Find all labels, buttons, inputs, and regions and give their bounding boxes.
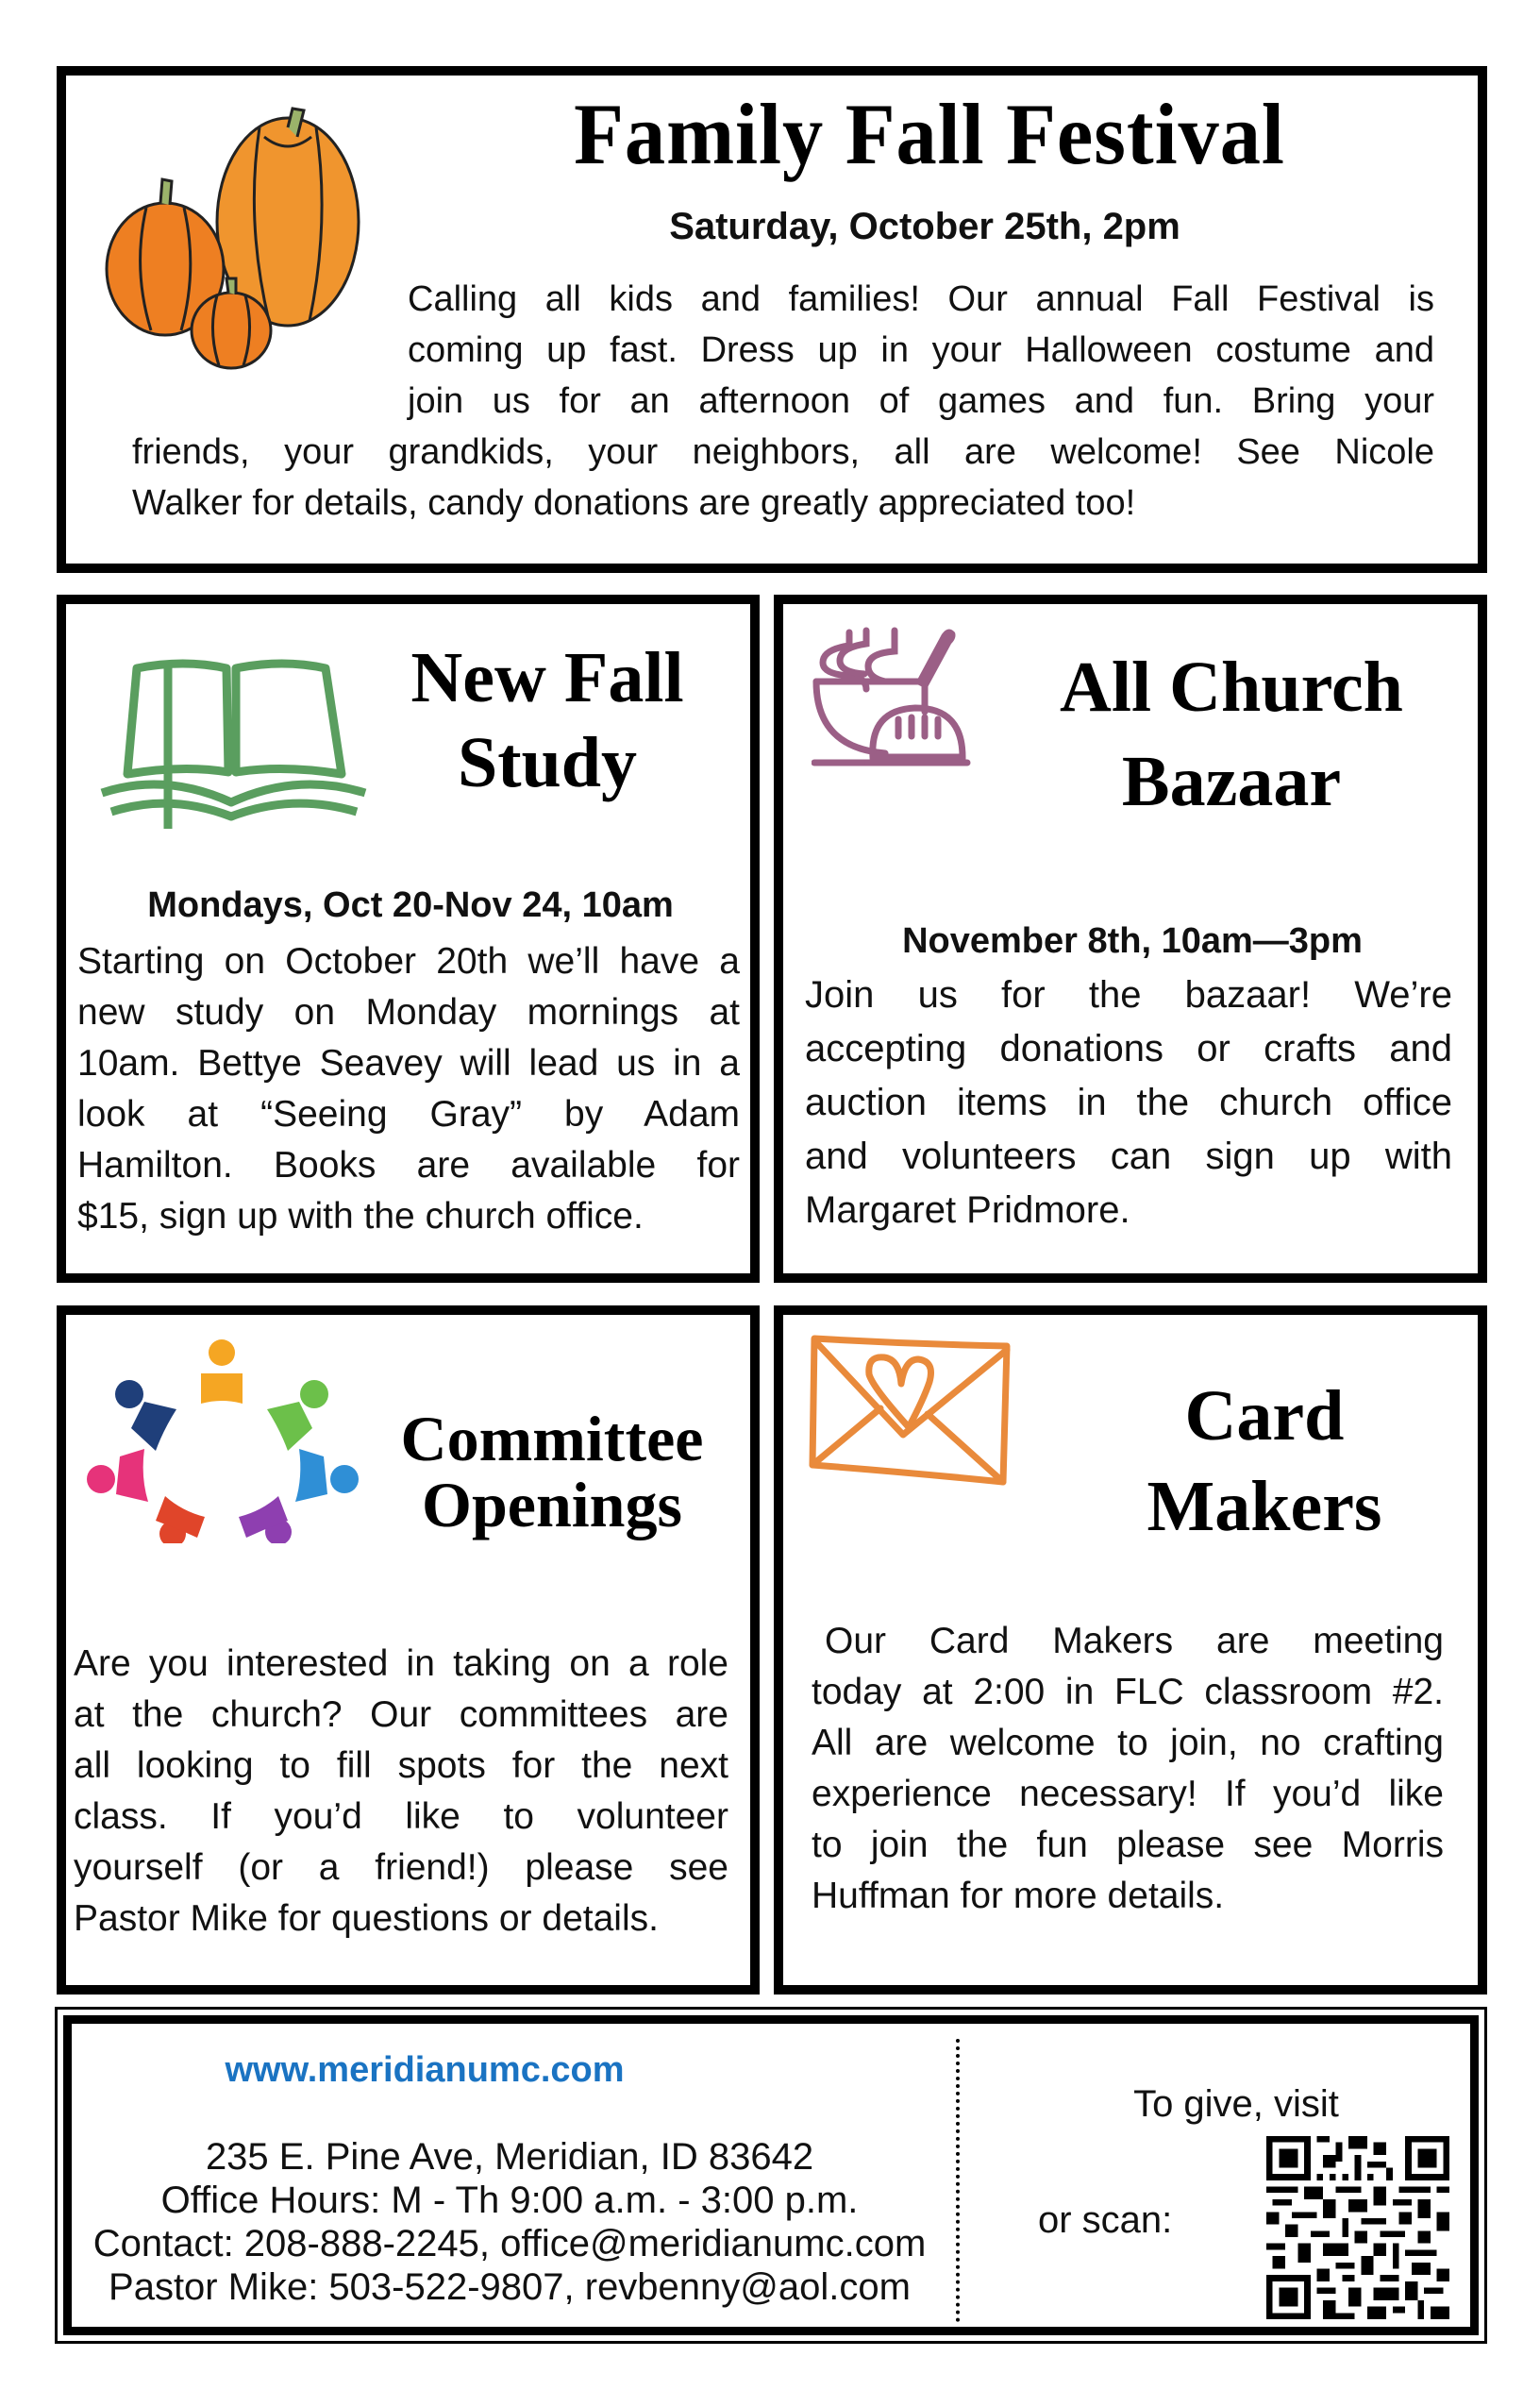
bazaar-line: accepting donations or crafts and <box>805 1028 1452 1069</box>
cards-title-line1: Card <box>1184 1376 1345 1456</box>
envelope-heart-icon <box>807 1331 1024 1491</box>
bazaar-line: Join us for the bazaar! We’re <box>805 974 1452 1016</box>
study-description <box>77 936 740 1242</box>
cards-line: to join the fun please see Morris <box>812 1825 1444 1865</box>
bazaar-line: Margaret Pridmore. <box>805 1189 1130 1231</box>
committee-line: yourself (or a friend!) please see <box>74 1847 728 1888</box>
committee-title-line1: Committee <box>400 1403 704 1474</box>
bazaar-title-line1: All Church <box>1060 648 1403 727</box>
scan-label: or scan: <box>1038 2199 1173 2241</box>
card-makers-description <box>812 1616 1444 1922</box>
cards-title-line2: Makers <box>1147 1467 1382 1546</box>
pastor-contact: Pastor Mike: 503-522-9807, revbenny@aol.com <box>109 2266 911 2308</box>
website-link[interactable]: www.meridianumc.com <box>225 2050 625 2090</box>
give-label: To give, visit <box>1133 2083 1339 2125</box>
qr-code-icon[interactable] <box>1266 2136 1449 2319</box>
study-title-line2: Study <box>457 723 638 802</box>
festival-date: Saturday, October 25th, 2pm <box>669 206 1180 247</box>
cards-line: today at 2:00 in FLC classroom #2. <box>812 1672 1444 1712</box>
bazaar-line: auction items in the church office <box>805 1082 1452 1123</box>
bazaar-title-line2: Bazaar <box>1121 742 1342 821</box>
committee-line: Are you interested in taking on a role <box>74 1643 728 1684</box>
committee-title-line2: Openings <box>422 1469 682 1540</box>
committee-line: all looking to fill spots for the next <box>74 1745 728 1786</box>
festival-line: Calling all kids and families! Our annual Fall Festival is <box>408 279 1434 319</box>
committee-line: Pastor Mike for questions or details. <box>74 1898 659 1939</box>
contact-phone-email: Contact: 208-888-2245, office@meridianumc.com <box>92 2223 927 2264</box>
office-hours: Office Hours: M - Th 9:00 a.m. - 3:00 p.m. <box>160 2180 859 2221</box>
address: 235 E. Pine Ave, Meridian, ID 83642 <box>205 2136 814 2178</box>
festival-title: Family Fall Festival <box>574 86 1285 182</box>
people-around-table-icon <box>80 1336 363 1543</box>
study-line: look at “Seeing Gray” by Adam <box>77 1094 740 1135</box>
cards-line: experience necessary! If you’d like <box>812 1774 1444 1814</box>
pumpkins-icon <box>94 99 406 373</box>
study-line: Hamilton. Books are available for <box>77 1145 740 1186</box>
cards-line: Our Card Makers are meeting <box>825 1621 1444 1661</box>
study-line: $15, sign up with the church office. <box>77 1196 644 1237</box>
open-book-icon <box>94 651 373 831</box>
study-line: 10am. Bettye Seavey will lead us in a <box>77 1043 740 1084</box>
bazaar-description <box>805 968 1452 1237</box>
festival-line: Walker for details, candy donations are greatly appreciated too! <box>132 483 1136 523</box>
committee-description <box>74 1639 728 1944</box>
committee-line: class. If you’d like to volunteer <box>74 1796 728 1837</box>
study-line: new study on Monday mornings at <box>77 992 740 1033</box>
bazaar-line: and volunteers can sign up with <box>805 1136 1452 1177</box>
contact-info <box>57 2135 962 2309</box>
study-date: Mondays, Oct 20-Nov 24, 10am <box>147 885 674 925</box>
cards-line: Huffman for more details. <box>812 1876 1225 1916</box>
study-title-line1: New Fall <box>410 638 684 717</box>
cards-line: All are welcome to join, no crafting <box>812 1723 1444 1763</box>
soup-bowl-bread-icon <box>812 625 1029 776</box>
study-line: Starting on October 20th we’ll have a <box>77 941 740 982</box>
festival-line: coming up fast. Dress up in your Halloween costume and <box>408 330 1434 370</box>
festival-line: friends, your grandkids, your neighbors, all are welcome! See Nicole <box>132 432 1434 472</box>
bazaar-date: November 8th, 10am—3pm <box>902 921 1363 961</box>
committee-line: at the church? Our committees are <box>74 1694 728 1735</box>
festival-line: join us for an afternoon of games and fun. Bring your <box>408 381 1434 421</box>
